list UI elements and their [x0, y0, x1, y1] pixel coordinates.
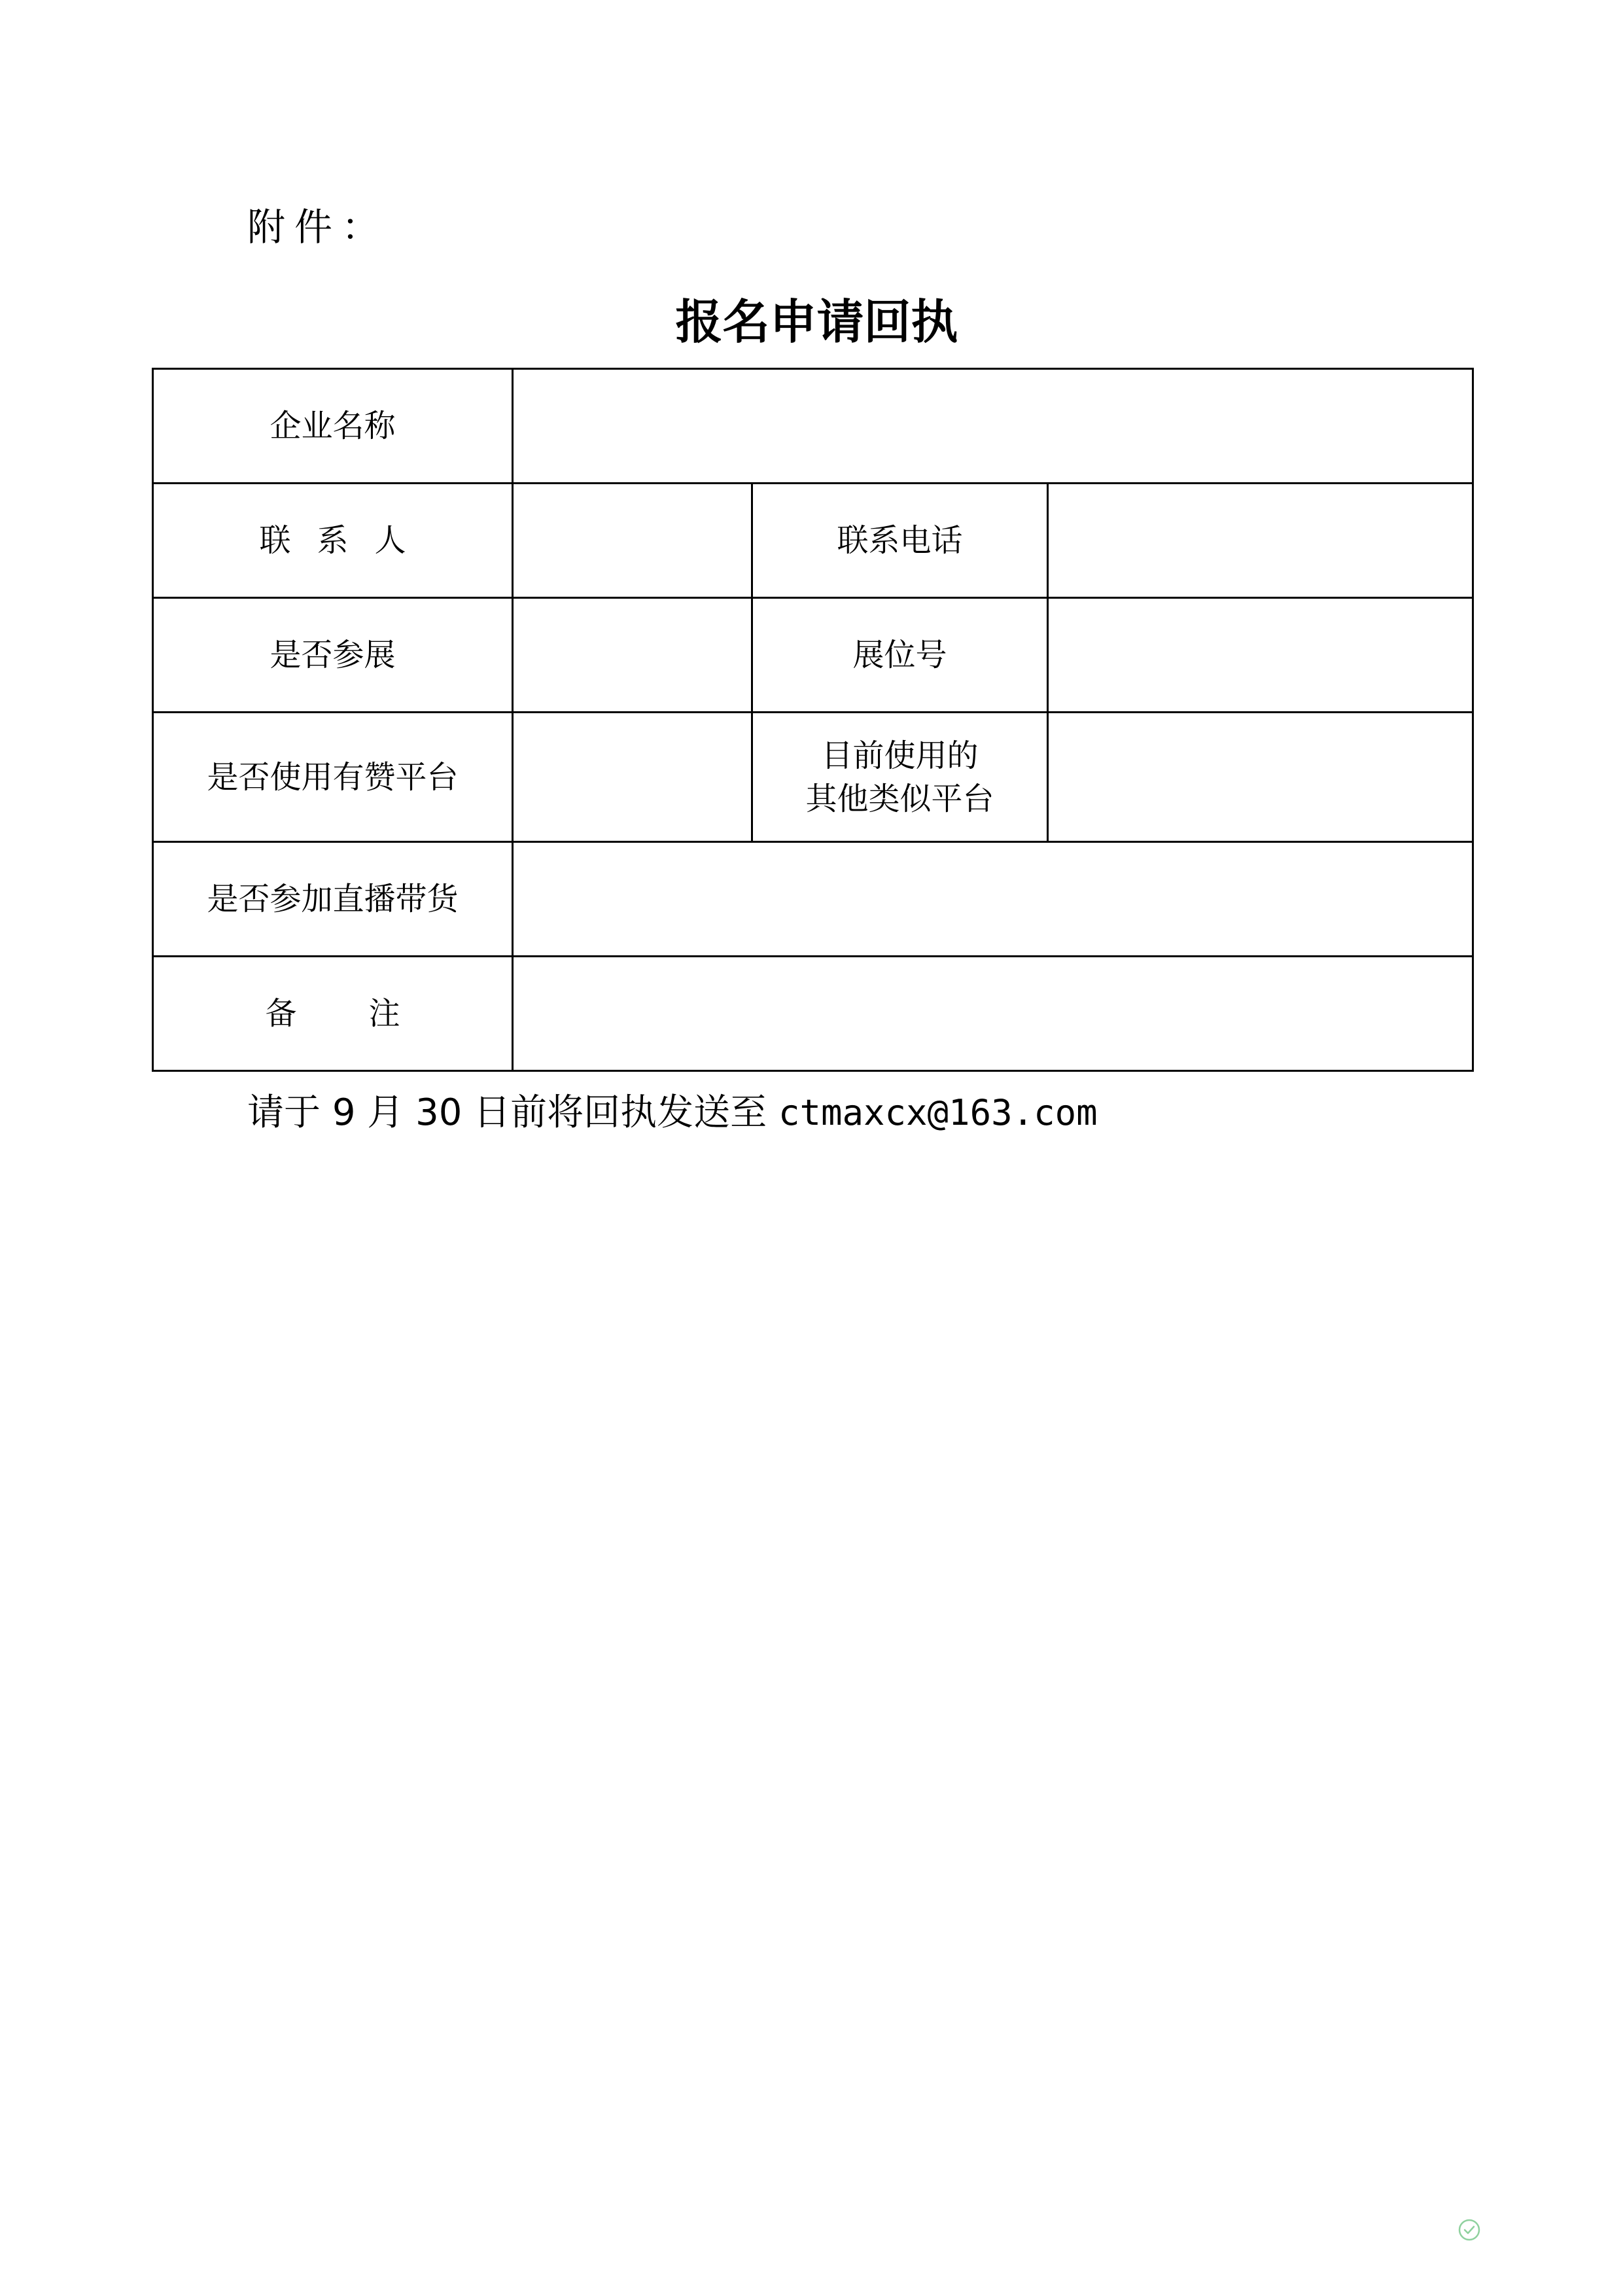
row-contact: [153, 484, 1473, 598]
footer-prefix: 请于: [247, 1091, 321, 1134]
footer-month: 9: [332, 1091, 356, 1134]
label-contact-phone: 联系电话: [752, 484, 1048, 598]
footer-month-unit: 月: [367, 1091, 404, 1134]
row-remarks: [153, 957, 1473, 1071]
field-contact-phone[interactable]: [1048, 484, 1473, 598]
field-exhibit[interactable]: [513, 598, 752, 713]
field-livestream[interactable]: [513, 842, 1473, 957]
row-platform: [153, 713, 1473, 842]
row-livestream: [153, 842, 1473, 957]
label-other-platform-line2: 其他类似平台: [805, 780, 994, 817]
footer-email: ctmaxcx@163.com: [778, 1092, 1098, 1133]
label-company-name: 企业名称: [153, 369, 513, 484]
footer-note: [247, 1091, 1098, 1134]
field-booth-number[interactable]: [1048, 598, 1473, 713]
footer-suffix: 日前将回执发送至: [474, 1091, 767, 1134]
field-contact-person[interactable]: [513, 484, 752, 598]
footer-day: 30: [415, 1091, 462, 1134]
label-other-platform-line1: 目前使用的: [821, 737, 979, 774]
label-exhibit: 是否参展: [153, 598, 513, 713]
field-uses-youzan[interactable]: [513, 713, 752, 842]
label-remarks: [153, 957, 513, 1071]
registration-form-table: [152, 368, 1474, 1072]
label-other-platform: [752, 713, 1048, 842]
field-company-name[interactable]: [513, 369, 1473, 484]
label-livestream: 是否参加直播带货: [153, 842, 513, 957]
field-remarks[interactable]: [513, 957, 1473, 1071]
attachment-label: 附件：: [247, 205, 389, 249]
label-contact-person-text: 联系人: [259, 522, 432, 559]
field-other-platform[interactable]: [1048, 713, 1473, 842]
check-circle-icon: [1457, 2218, 1481, 2242]
label-remarks-text: 备注: [265, 995, 472, 1032]
label-booth-number: 展位号: [752, 598, 1048, 713]
row-company-name: [153, 369, 1473, 484]
form-title: 报名申请回执: [675, 294, 958, 349]
label-contact-person: [153, 484, 513, 598]
label-uses-youzan: 是否使用有赞平台: [153, 713, 513, 842]
row-exhibit: [153, 598, 1473, 713]
